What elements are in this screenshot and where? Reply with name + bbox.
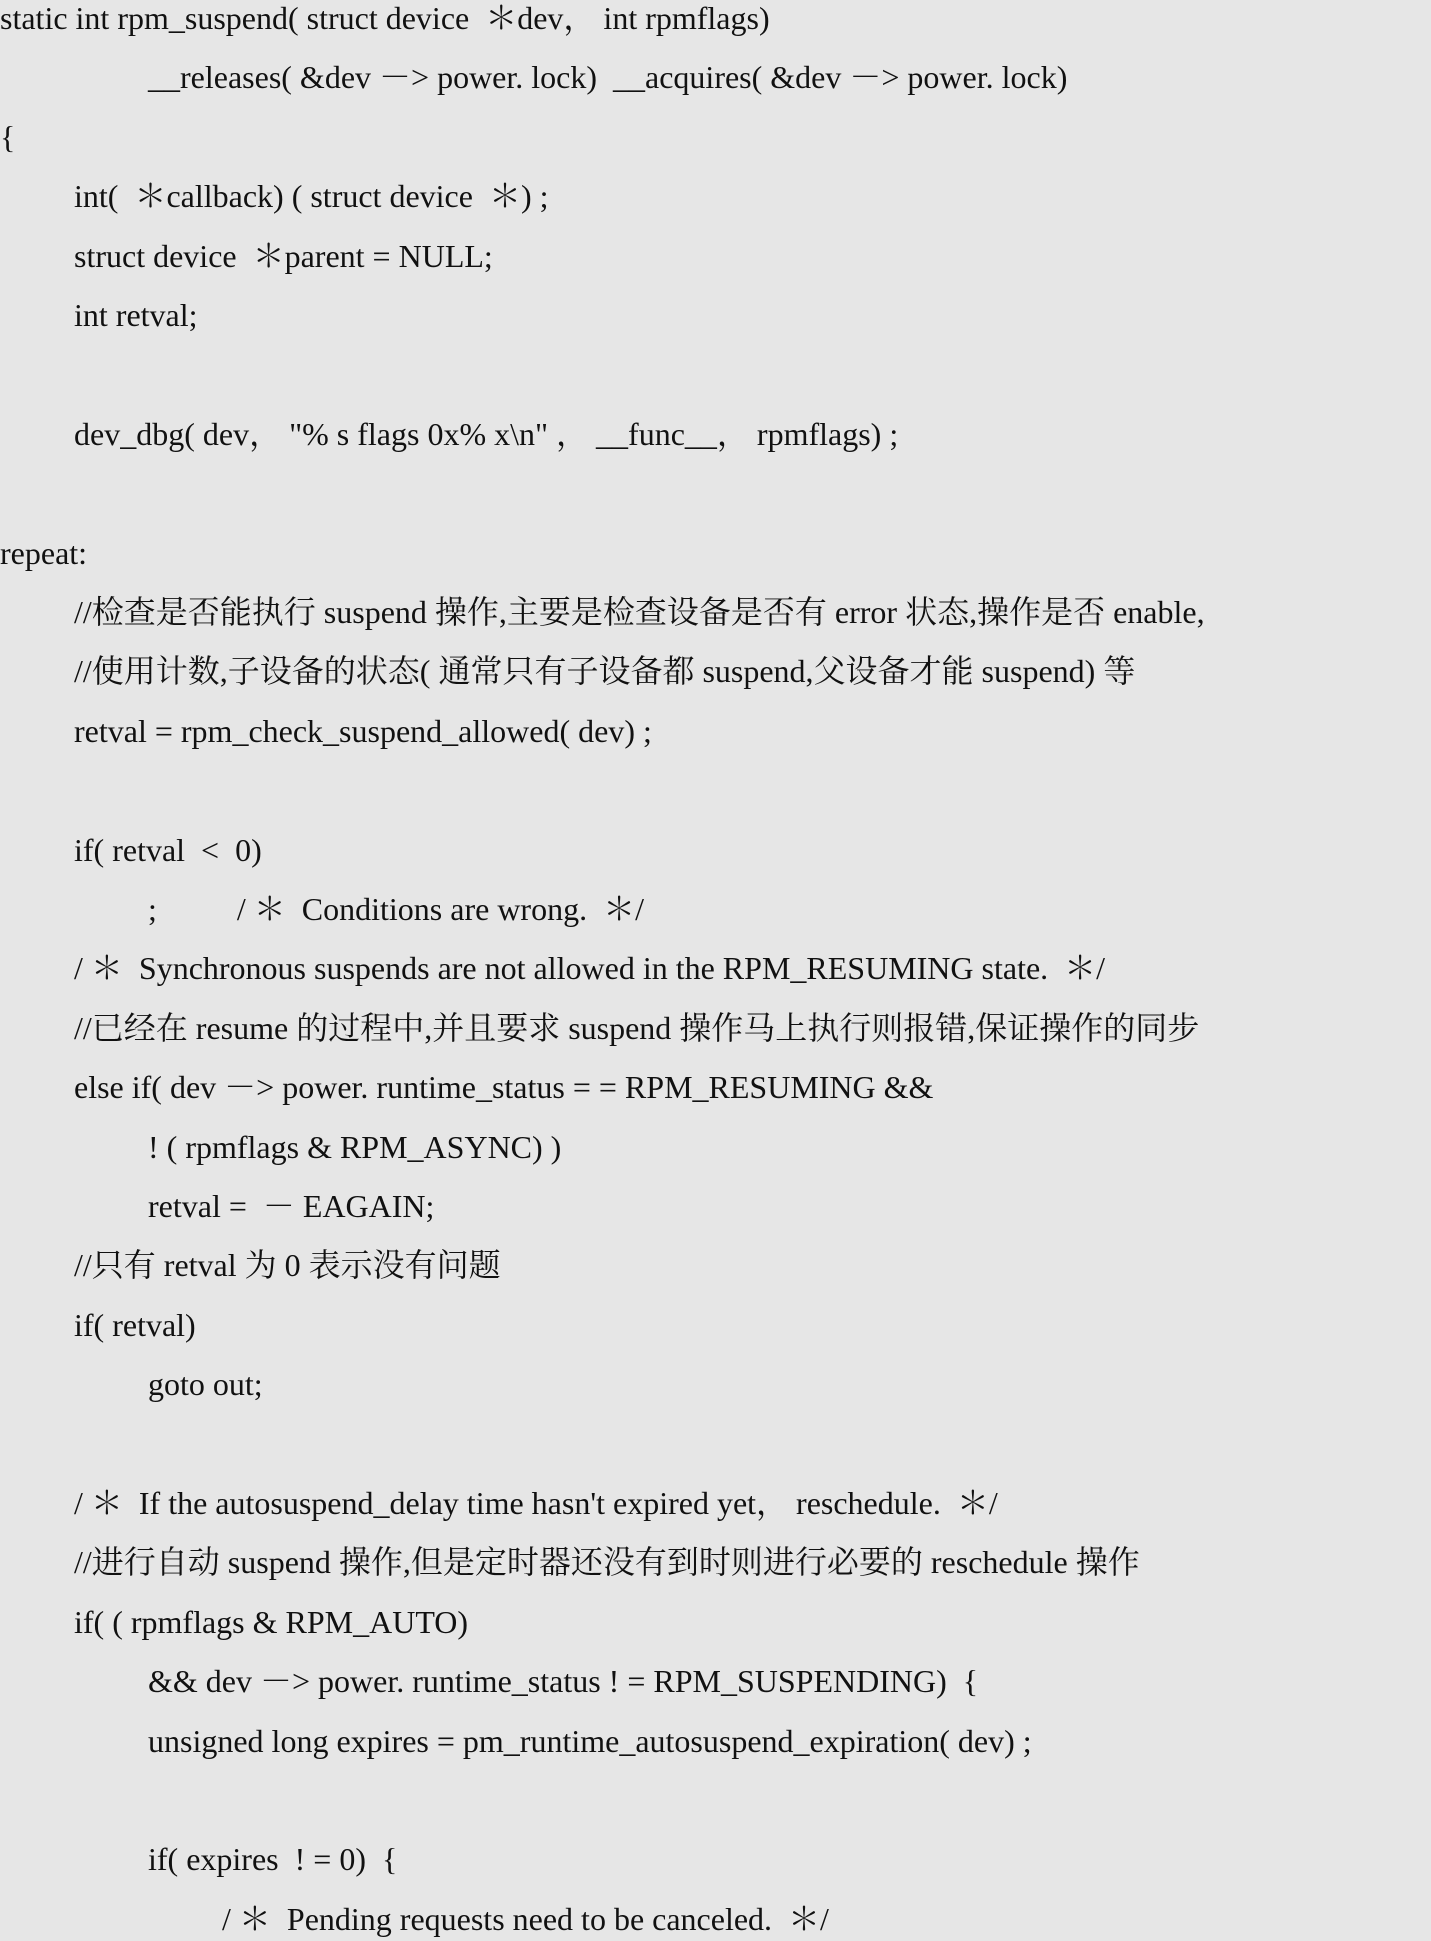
code-line: if( retval < 0) bbox=[74, 831, 262, 868]
code-line: retval = － EAGAIN; bbox=[148, 1188, 435, 1224]
code-line: __releases( &dev －> power. lock) __acquires( &dev －> power. lock) bbox=[148, 59, 1068, 96]
code-line: && dev －> power. runtime_status ! = RPM_SUSPENDING) { bbox=[148, 1663, 979, 1700]
code-line: static int rpm_suspend( struct device ＊dev， int rpmflags) bbox=[0, 0, 770, 36]
code-line: repeat: bbox=[0, 534, 88, 571]
code-line: if( retval) bbox=[74, 1306, 196, 1343]
code-line: / ＊ Pending requests need to be canceled. ＊/ bbox=[222, 1900, 829, 1937]
code-line: ! ( rpmflags & RPM_ASYNC) ) bbox=[148, 1128, 562, 1165]
code-line: //已经在 resume 的过程中,并且要求 suspend 操作马上执行则报错,保证操作的同步 bbox=[74, 1009, 1200, 1046]
code-line: else if( dev －> power. runtime_status = = RPM_RESUMING && bbox=[74, 1069, 934, 1106]
code-line: ; / ＊ Conditions are wrong. ＊/ bbox=[148, 891, 644, 927]
code-line: if( expires ! = 0) { bbox=[148, 1841, 398, 1878]
code-line: if( ( rpmflags & RPM_AUTO) bbox=[74, 1603, 469, 1640]
code-line: / ＊ If the autosuspend_delay time hasn't expired yet， reschedule. ＊/ bbox=[74, 1485, 998, 1521]
code-line: //只有 retval 为 0 表示没有问题 bbox=[74, 1247, 501, 1284]
code-line: dev_dbg( dev， "% s flags 0x% x\n" ， __func__， rpmflags) ; bbox=[74, 415, 899, 452]
code-line: goto out; bbox=[148, 1366, 263, 1403]
code-line: retval = rpm_check_suspend_allowed( dev) ; bbox=[74, 712, 652, 749]
code-line: int retval; bbox=[74, 297, 198, 333]
code-line: int( ＊callback) ( struct device ＊) ; bbox=[74, 178, 549, 215]
code-line: / ＊ Synchronous suspends are not allowed in the RPM_RESUMING state. ＊/ bbox=[74, 950, 1106, 987]
code-line: { bbox=[0, 118, 16, 155]
code-line: //使用计数,子设备的状态( 通常只有子设备都 suspend,父设备才能 suspend) 等 bbox=[74, 653, 1136, 690]
code-line: //进行自动 suspend 操作,但是定时器还没有到时则进行必要的 reschedule 操作 bbox=[74, 1544, 1140, 1581]
code-line: struct device ＊parent = NULL; bbox=[74, 237, 493, 274]
code-line: unsigned long expires = pm_runtime_autosuspend_expiration( dev) ; bbox=[148, 1722, 1032, 1759]
code-line: //检查是否能执行 suspend 操作,主要是检查设备是否有 error 状态,操作是否 enable, bbox=[74, 594, 1205, 630]
